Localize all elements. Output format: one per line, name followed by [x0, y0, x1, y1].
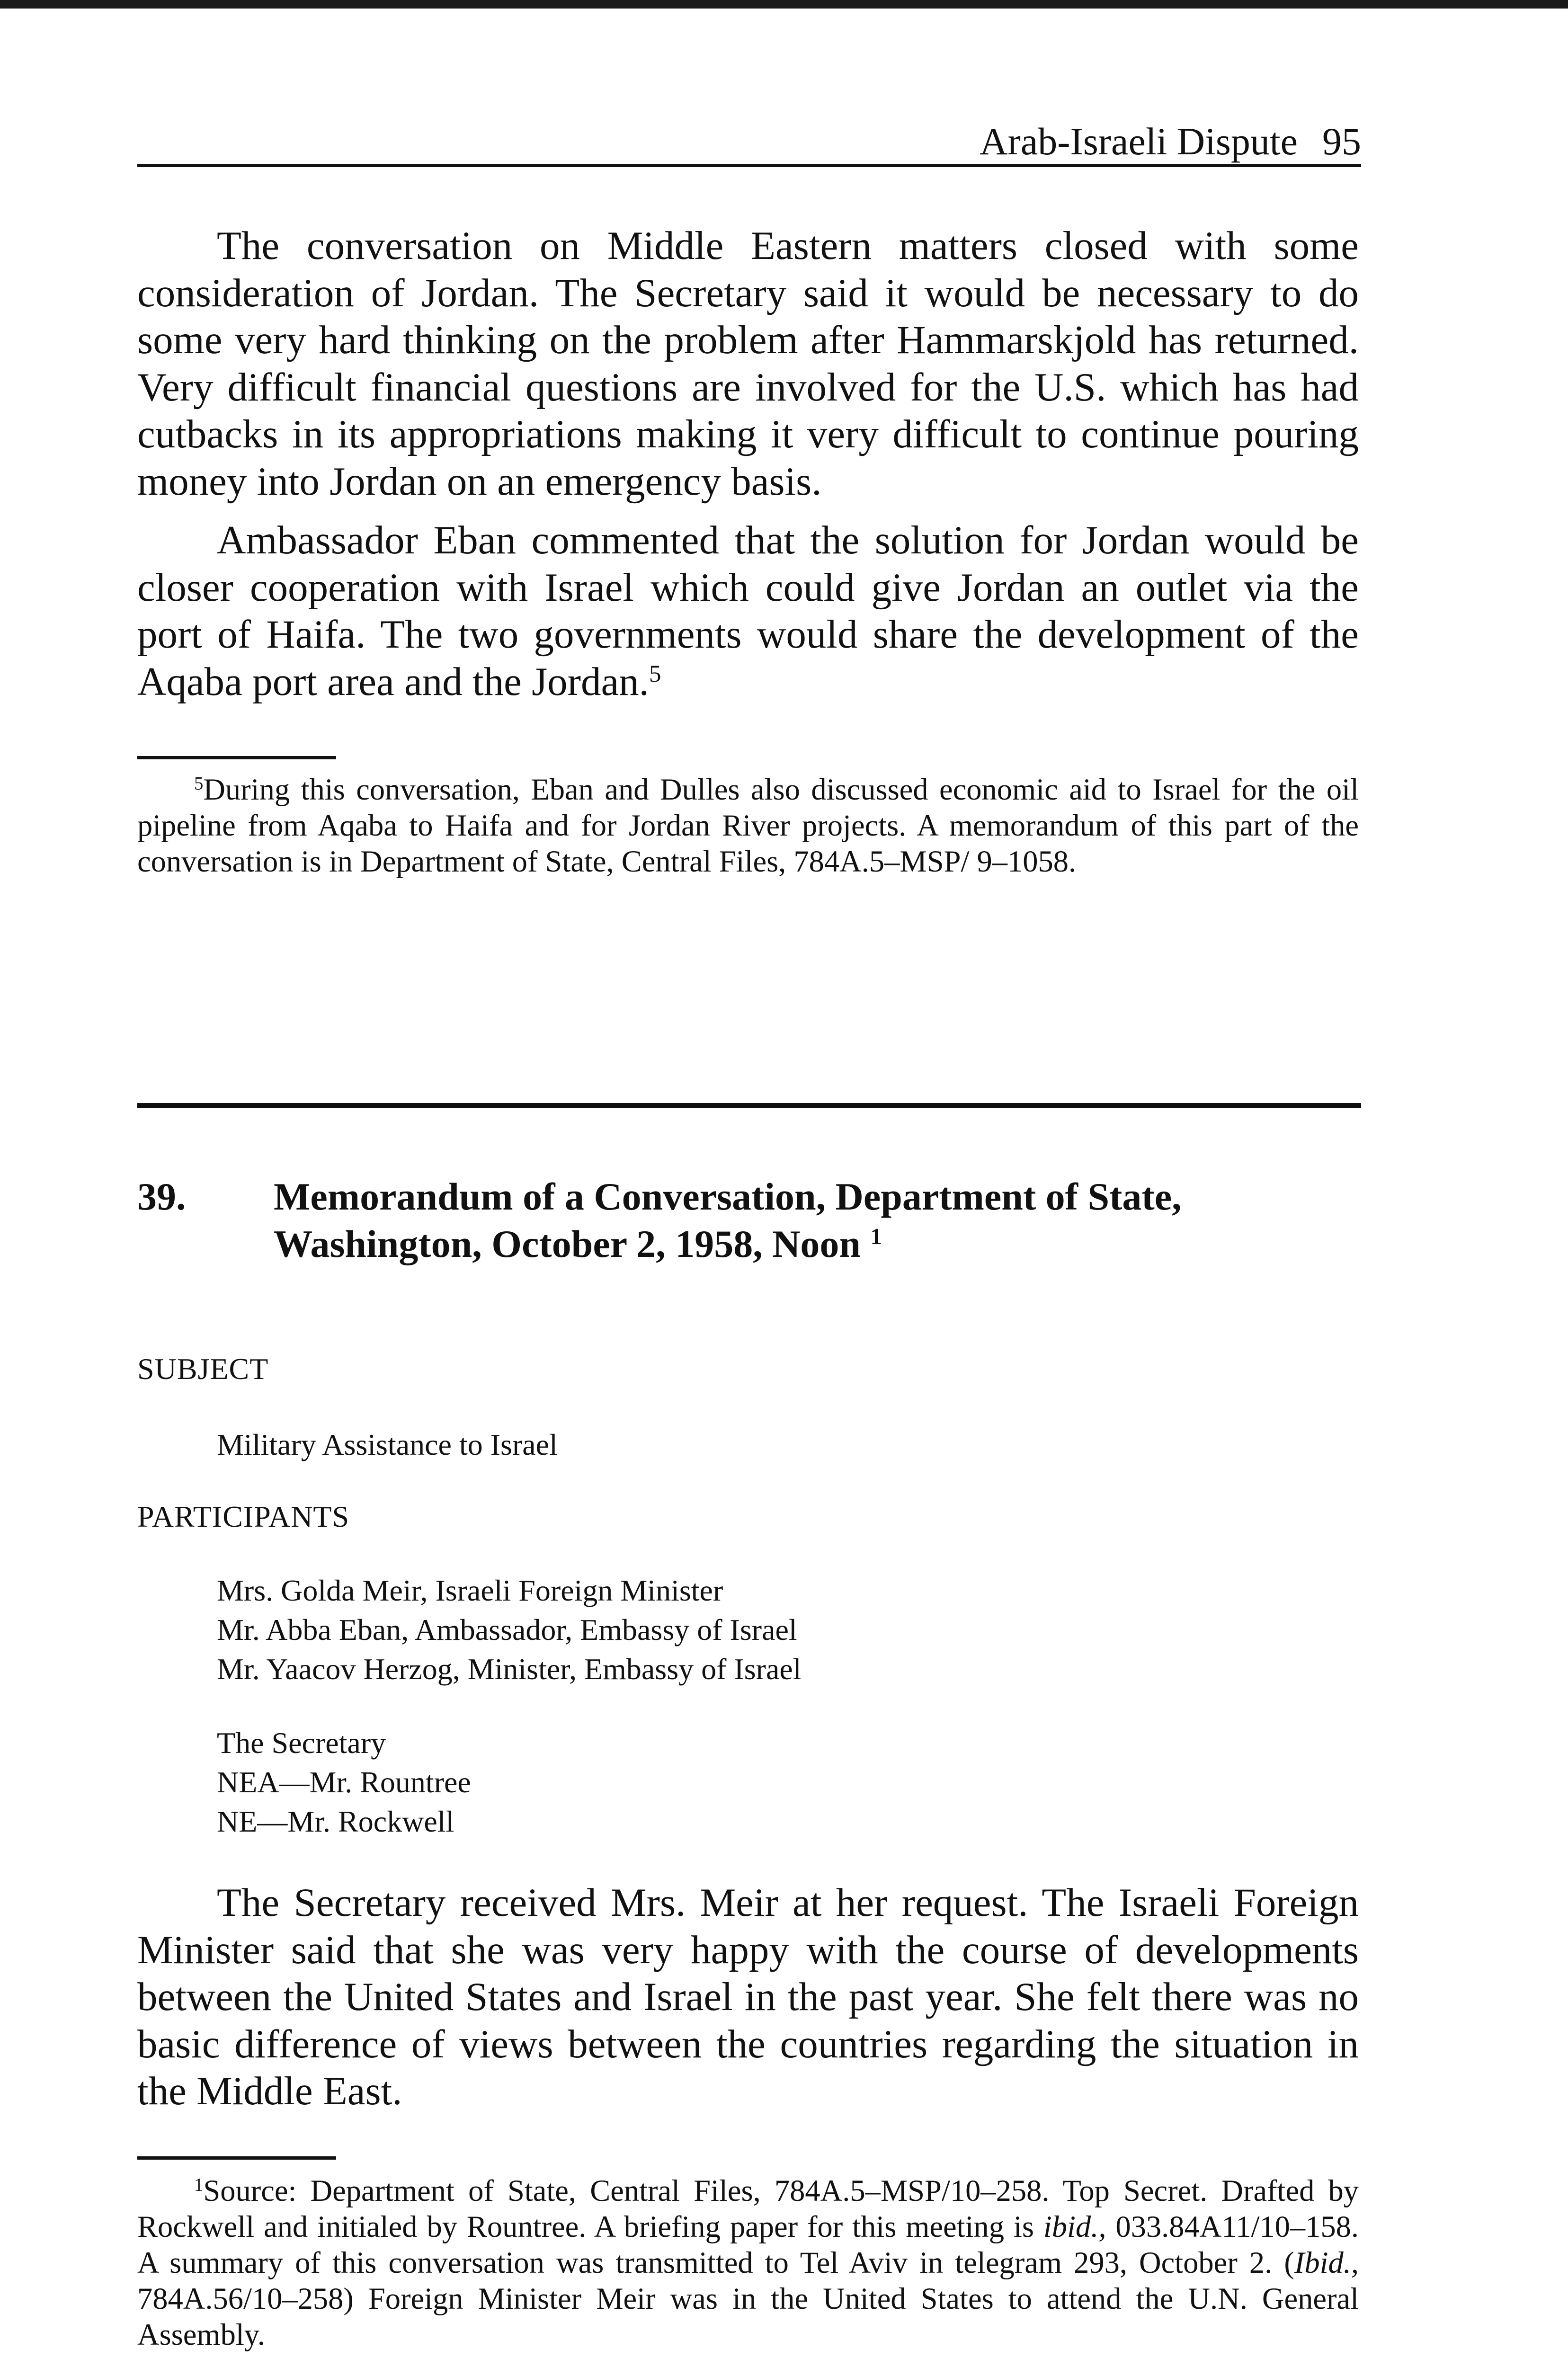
document-number: 39.	[137, 1175, 186, 1218]
participants-label: PARTICIPANTS	[137, 1500, 350, 1533]
participant-secretary: The Secretary	[217, 1726, 386, 1760]
footnote-1-text-a: Source: Department of State, Central Files, 784A.5–MSP/10–258. Top Secret. Drafted by Rockwell and initialed by Rountree. A briefing paper for this meeting is	[137, 2174, 1359, 2243]
page-number: 95	[1322, 120, 1361, 163]
document-title-line1: Memorandum of a Conversation, Department of State,	[274, 1175, 1182, 1218]
running-head	[137, 122, 1361, 161]
footnote-1-text-b: 033.84A11/10–158. A summary of this conversation was transmitted to Tel Aviv in telegram 293, October 2. (	[137, 2210, 1359, 2279]
footnote-5-marker: 5	[194, 774, 204, 794]
participant-meir: Mrs. Golda Meir, Israeli Foreign Minister	[217, 1574, 723, 1607]
scan-top-border	[0, 0, 1568, 9]
section-separator-rule	[137, 1103, 1361, 1108]
running-head-title: Arab-Israeli Dispute	[980, 120, 1298, 163]
subject-label: SUBJECT	[137, 1352, 269, 1386]
participant-eban: Mr. Abba Eban, Ambassador, Embassy of Israel	[217, 1613, 797, 1646]
participants-israeli-list	[217, 1571, 802, 1689]
footnote-1-ibid-a: ibid.,	[1043, 2210, 1106, 2243]
footnote-1-text-c: 784A.56/10–258) Foreign Minister Meir was in the United States to attend the U.N. General Assembly.	[137, 2282, 1359, 2351]
footnote-ref-5: 5	[649, 660, 661, 687]
paragraph-eban-text: Ambassador Eban commented that the solution for Jordan would be closer cooperation with Israel which could give Jordan an outlet via the port of Haifa. The two governments would share the development of the Aqaba port area and the Jordan.	[137, 518, 1359, 704]
participant-rountree: NEA—Mr. Rountree	[217, 1765, 471, 1799]
participant-rockwell: NE—Mr. Rockwell	[217, 1805, 454, 1838]
participants-us-list	[217, 1723, 471, 1841]
footnote-5	[137, 772, 1359, 880]
document-title	[274, 1173, 1363, 1268]
paragraph-eban-comment	[137, 517, 1359, 705]
subject-value: Military Assistance to Israel	[217, 1428, 558, 1461]
footnote-5-text: During this conversation, Eban and Dulles also discussed economic aid to Israel for the oil pipeline from Aqaba to Haifa and for Jordan River projects. A memorandum of this part of the conversation is in Department of State, Central Files, 784A.5–MSP/ 9–1058.	[137, 773, 1359, 878]
participant-herzog: Mr. Yaacov Herzog, Minister, Embassy of Israel	[217, 1652, 802, 1686]
header-rule	[137, 164, 1361, 167]
paragraph-meir-meeting: The Secretary received Mrs. Meir at her request. The Israeli Foreign Minister said that she was very happy with the course of developments between the United States and Israel in the past year. She felt there was no basic difference of views between the countries regarding the situation in the Middle East.	[137, 1880, 1359, 2113]
footnote-divider-bottom	[137, 2156, 336, 2160]
footnote-1-marker: 1	[194, 2175, 204, 2195]
footnote-1	[137, 2173, 1359, 2353]
footnote-divider-top	[137, 756, 336, 759]
footnote-1-ibid-b: Ibid.,	[1294, 2246, 1359, 2279]
footnote-ref-1: 1	[870, 1223, 882, 1249]
document-title-line2: Washington, October 2, 1958, Noon $^1$	[274, 1222, 882, 1265]
paragraph-jordan-consideration: The conversation on Middle Eastern matters closed with some consideration of Jordan. The Secretary said it would be necessary to do some very hard thinking on the problem after Hammarskjold has returned. Very difficult financial questions are involved for the U.S. which has had cutbacks in its appropriations making it very difficult to continue pouring money into Jordan on an emergency basis.	[137, 223, 1359, 504]
